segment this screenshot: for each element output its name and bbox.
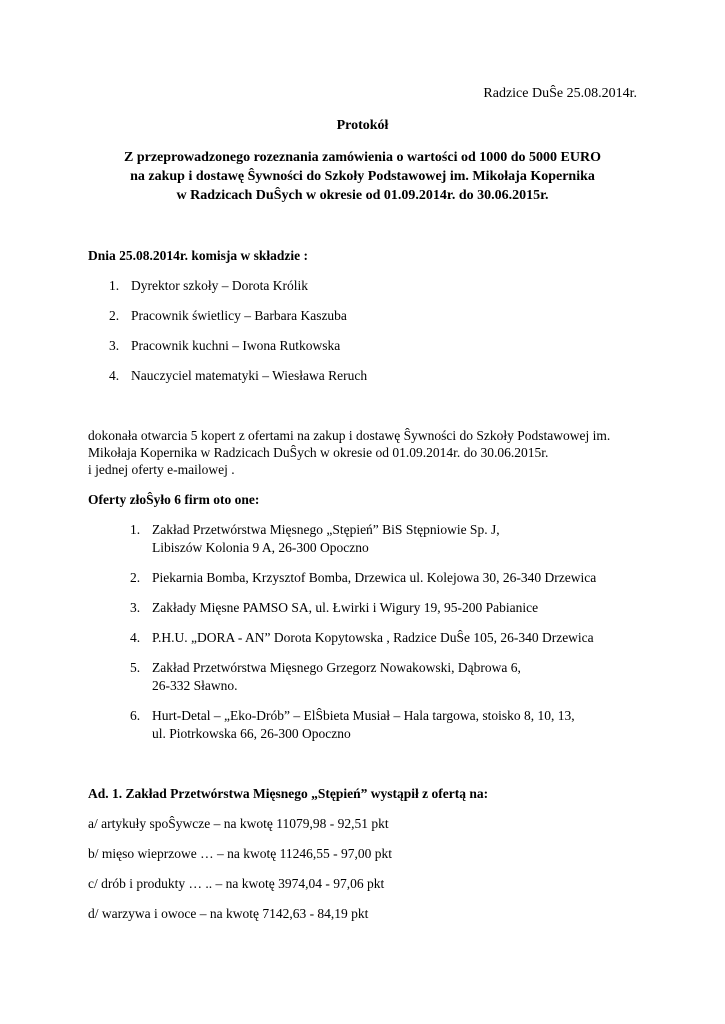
- list-item: [109, 338, 340, 354]
- list-number: 1.: [109, 278, 120, 293]
- subtitle-line: na zakup i dostawę Ŝywności do Szkoły Podstawowej im. Mikołaja Kopernika: [130, 169, 595, 184]
- subtitle-line: w Radzicach DuŜych w okresie od 01.09.2014r. do 30.06.2015r.: [176, 188, 549, 203]
- offer-line: b/ mięso wieprzowe … – na kwotę 11246,55 - 97,00 pkt: [88, 846, 392, 861]
- paragraph-line: Mikołaja Kopernika w Radzicach DuŜych w okresie od 01.09.2014r. do 30.06.2015r.: [88, 445, 549, 460]
- list-text: P.H.U. „DORA - AN” Dorota Kopytowska , Radzice DuŜe 105, 26-340 Drzewica: [152, 630, 594, 645]
- list-number: 3.: [130, 600, 141, 615]
- list-number: 4.: [109, 368, 120, 383]
- list-item: [130, 522, 500, 538]
- list-text: Pracownik świetlicy – Barbara Kaszuba: [131, 308, 347, 323]
- list-text: Pracownik kuchni – Iwona Rutkowska: [131, 338, 341, 353]
- list-item: [109, 368, 367, 384]
- list-text-continued: Libiszów Kolonia 9 A, 26-300 Opoczno: [152, 540, 369, 555]
- list-item: [130, 630, 594, 646]
- list-text-continued: 26-332 Sławno.: [152, 678, 238, 693]
- offer-line: a/ artykuły spoŜywcze – na kwotę 11079,98 - 92,51 pkt: [88, 816, 389, 831]
- offers-heading: Oferty złoŜyło 6 firm oto one:: [88, 492, 260, 507]
- list-text: Zakład Przetwórstwa Mięsnego Grzegorz Nowakowski, Dąbrowa 6,: [152, 660, 521, 675]
- list-text-continued: ul. Piotrkowska 66, 26-300 Opoczno: [152, 726, 351, 741]
- offer-line: c/ drób i produkty … .. – na kwotę 3974,04 - 97,06 pkt: [88, 876, 385, 891]
- list-item: [109, 308, 347, 324]
- paragraph-line: dokonała otwarcia 5 kopert z ofertami na zakup i dostawę Ŝywności do Szkoły Podstawowej im.: [88, 428, 611, 443]
- commission-heading: Dnia 25.08.2014r. komisja w składzie :: [88, 248, 309, 263]
- list-text: Dyrektor szkoły – Dorota Królik: [131, 278, 308, 293]
- list-text: Zakłady Mięsne PAMSO SA, ul. Łwirki i Wigury 19, 95-200 Pabianice: [152, 600, 539, 615]
- list-text: Zakład Przetwórstwa Mięsnego „Stępień” BiS Stępniowie Sp. J,: [152, 522, 500, 537]
- list-number: 2.: [130, 570, 141, 585]
- subtitle-line: Z przeprowadzonego rozeznania zamówienia o wartości od 1000 do 5000 EURO: [123, 150, 601, 165]
- list-number: 1.: [130, 522, 141, 537]
- list-item: [130, 570, 596, 586]
- list-number: 5.: [130, 660, 141, 675]
- list-text: Hurt-Detal – „Eko-Drób” – ElŜbieta Musiał – Hala targowa, stoisko 8, 10, 13,: [152, 708, 575, 723]
- list-number: 6.: [130, 708, 141, 723]
- document-title: Protokół: [336, 118, 389, 133]
- ad1-heading: Ad. 1. Zakład Przetwórstwa Mięsnego „Stępień” wystąpił z ofertą na:: [88, 786, 489, 801]
- list-item: [130, 660, 521, 676]
- list-text: Nauczyciel matematyki – Wiesława Reruch: [131, 368, 368, 383]
- list-number: 3.: [109, 338, 120, 353]
- list-item: [130, 708, 575, 724]
- paragraph-line: i jednej oferty e-mailowej .: [88, 462, 235, 477]
- place-date: Radzice DuŜe 25.08.2014r.: [483, 86, 637, 101]
- list-number: 4.: [130, 630, 141, 645]
- list-item: [130, 600, 538, 616]
- list-item: [109, 278, 308, 294]
- list-number: 2.: [109, 308, 120, 323]
- list-text: Piekarnia Bomba, Krzysztof Bomba, Drzewica ul. Kolejowa 30, 26-340 Drzewica: [152, 570, 597, 585]
- offer-line: d/ warzywa i owoce – na kwotę 7142,63 - 84,19 pkt: [88, 906, 369, 921]
